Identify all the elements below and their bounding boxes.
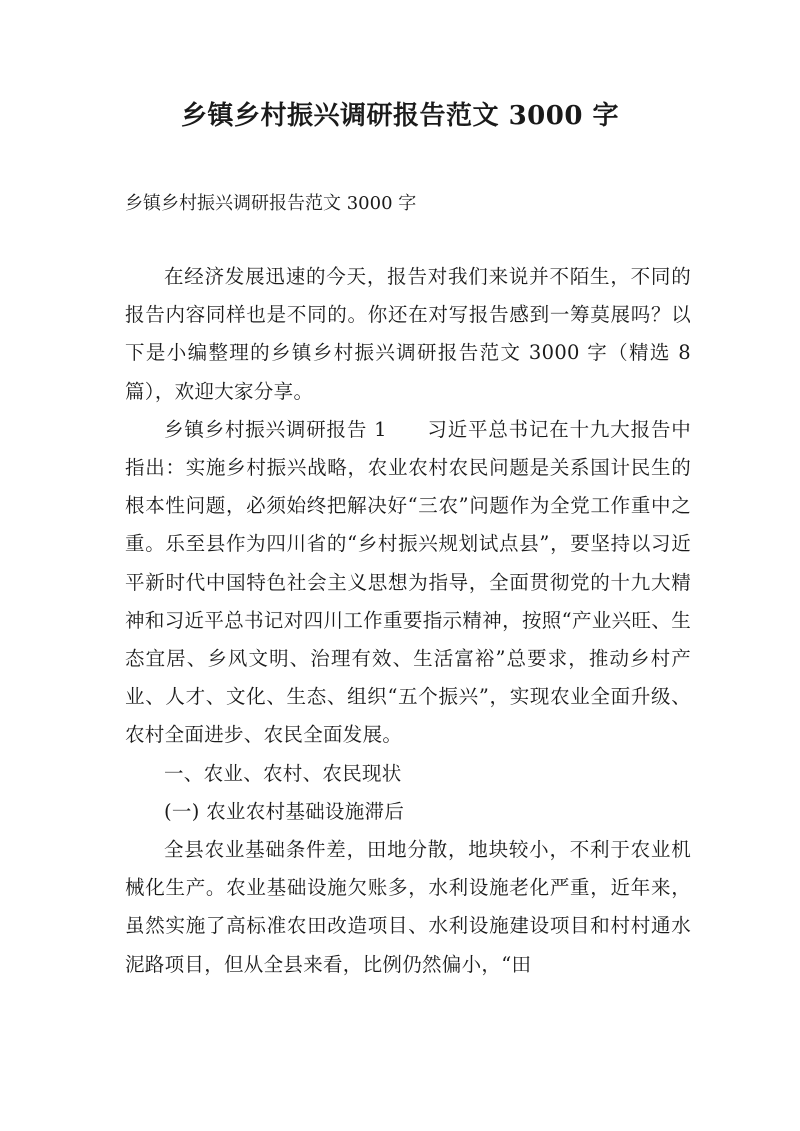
report-paragraph (125, 411, 691, 755)
section-heading: 一、农业、农村、农民现状 (164, 761, 402, 785)
document-body (125, 258, 691, 984)
subsection-heading: (一) 农业农村基础设施滞后 (164, 799, 405, 823)
document-title: 乡镇乡村振兴调研报告范文 3000 字 (181, 101, 619, 131)
infrastructure-paragraph: 全县农业基础条件差，田地分散，地块较小，不利于农业机械化生产。农业基础设施欠账多，水利设施老化严重，近年来，虽然实施了高标准农田改造项目、水利设施建设项目和村村通水泥路项目，但从全县来看，比例仍然偏小，“田 (125, 838, 691, 976)
report-heading: 乡镇乡村振兴调研报告 1 (164, 417, 387, 441)
intro-paragraph: 在经济发展迅速的今天，报告对我们来说并不陌生，不同的报告内容同样也是不同的。你还在对写报告感到一筹莫展吗？以下是小编整理的乡镇乡村振兴调研报告范文 3000 字（精选 8 篇），欢迎大家分享。 (125, 265, 691, 403)
document-subtitle: 乡镇乡村振兴调研报告范文 3000 字 (125, 193, 417, 214)
report-body: 习近平总书记在十九大报告中指出：实施乡村振兴战略，农业农村农民问题是关系国计民生的根本性问题，必须始终把解决好“三农”问题作为全党工作重中之重。乐至县作为四川省的“乡村振兴规划试点县”，要坚持以习近平新时代中国特色社会主义思想为指导，全面贯彻党的十九大精神和习近平总书记对四川工作重要指示精神，按照“产业兴旺、生态宜居、乡风文明、治理有效、生活富裕”总要求，推动乡村产业、人才、文化、生态、组织“五个振兴”，实现农业全面升级、农村全面进步、农民全面发展。 (125, 417, 691, 747)
